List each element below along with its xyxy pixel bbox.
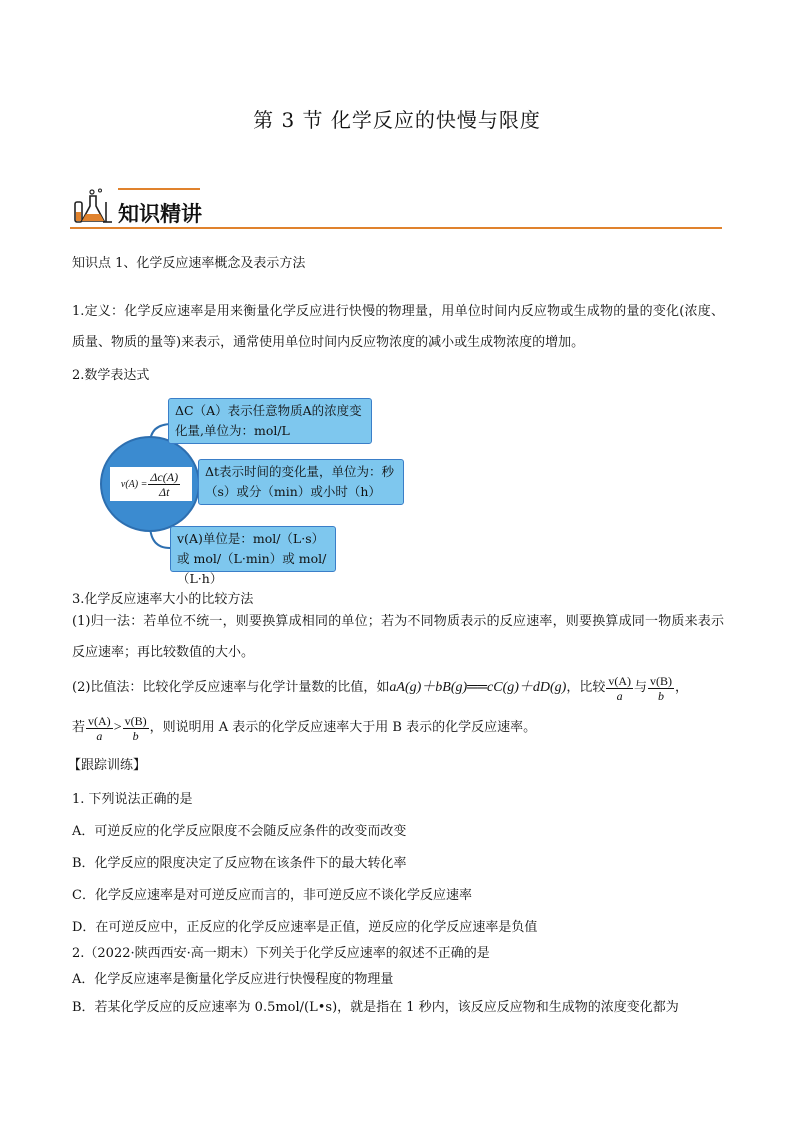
- q1-stem: 1. 下列说法正确的是: [72, 792, 193, 807]
- compare-method-2: (2)比值法：比较化学反应速率与化学计量数的比值，如 aA(g)＋bB(g)══cC(g)＋dD(g) ，比较 $\frac{v(A)}{a}$ 与 $\frac{v(B)}{b}$ ，: [72, 673, 689, 703]
- q2-option-a: A．化学反应速率是衡量化学反应进行快慢程度的物理量: [72, 972, 394, 987]
- page-title: 第 3 节 化学反应的快慢与限度: [253, 108, 541, 132]
- q1-option-b: B．化学反应的限度决定了反应物在该条件下的最大转化率: [72, 856, 407, 871]
- diagram-box-concentration: ΔC（A）表示任意物质A的浓度变化量,单位为：mol/L: [168, 398, 372, 444]
- q2-option-b: B．若某化学反应的反应速率为 0.5mol/(L•s)，就是指在 1 秒内，该反应反应物和生成物的浓度变化都为: [72, 1000, 679, 1015]
- section-title: 知识精讲: [118, 202, 202, 226]
- definition-paragraph: 1.定义：化学反应速率是用来衡量化学反应进行快慢的物理量，用单位时间内反应物或生成物的量的变化(浓度、质量、物质的量等)来表示，通常使用单位时间内反应物浓度的减小或生成物浓度的增加。: [72, 304, 724, 350]
- q2-stem: 2.（2022·陕西西安·高一期末）下列关于化学反应速率的叙述不正确的是: [72, 946, 490, 961]
- q1-option-c: C．化学反应速率是对可逆反应而言的，非可逆反应不谈化学反应速率: [72, 888, 472, 903]
- center-formula: v(A) = $\frac{\Delta c(A)}{\Delta t}$: [110, 467, 192, 501]
- compare-method-1: (1)归一法：若单位不统一，则要换算成相同的单位；若为不同物质表示的反应速率，则要换算成同一物质来表示反应速率；再比较数值的大小。: [72, 614, 724, 660]
- knowledge-point-heading: 知识点 1、化学反应速率概念及表示方法: [72, 256, 306, 271]
- compare-conclusion: 若 $\frac{v(A)}{a}$ > $\frac{v(B)}{b}$ ，则说明用 A 表示的化学反应速率大于用 B 表示的化学反应速率。: [72, 713, 537, 743]
- q1-option-a: A．可逆反应的化学反应限度不会随反应条件的改变而改变: [72, 824, 407, 839]
- training-heading: 【跟踪训练】: [68, 758, 147, 773]
- diagram-box-unit: v(A)单位是：mol/（L·s） 或 mol/（L·min）或 mol/（L·h）: [170, 526, 336, 572]
- compare-heading: 3.化学反应速率大小的比较方法: [72, 592, 254, 607]
- diagram-box-time: Δt表示时间的变化量，单位为：秒（s）或分（min）或小时（h）: [198, 459, 404, 505]
- q1-option-d: D．在可逆反应中，正反应的化学反应速率是正值，逆反应的化学反应速率是负值: [72, 920, 538, 935]
- expression-heading: 2.数学表达式: [72, 368, 150, 383]
